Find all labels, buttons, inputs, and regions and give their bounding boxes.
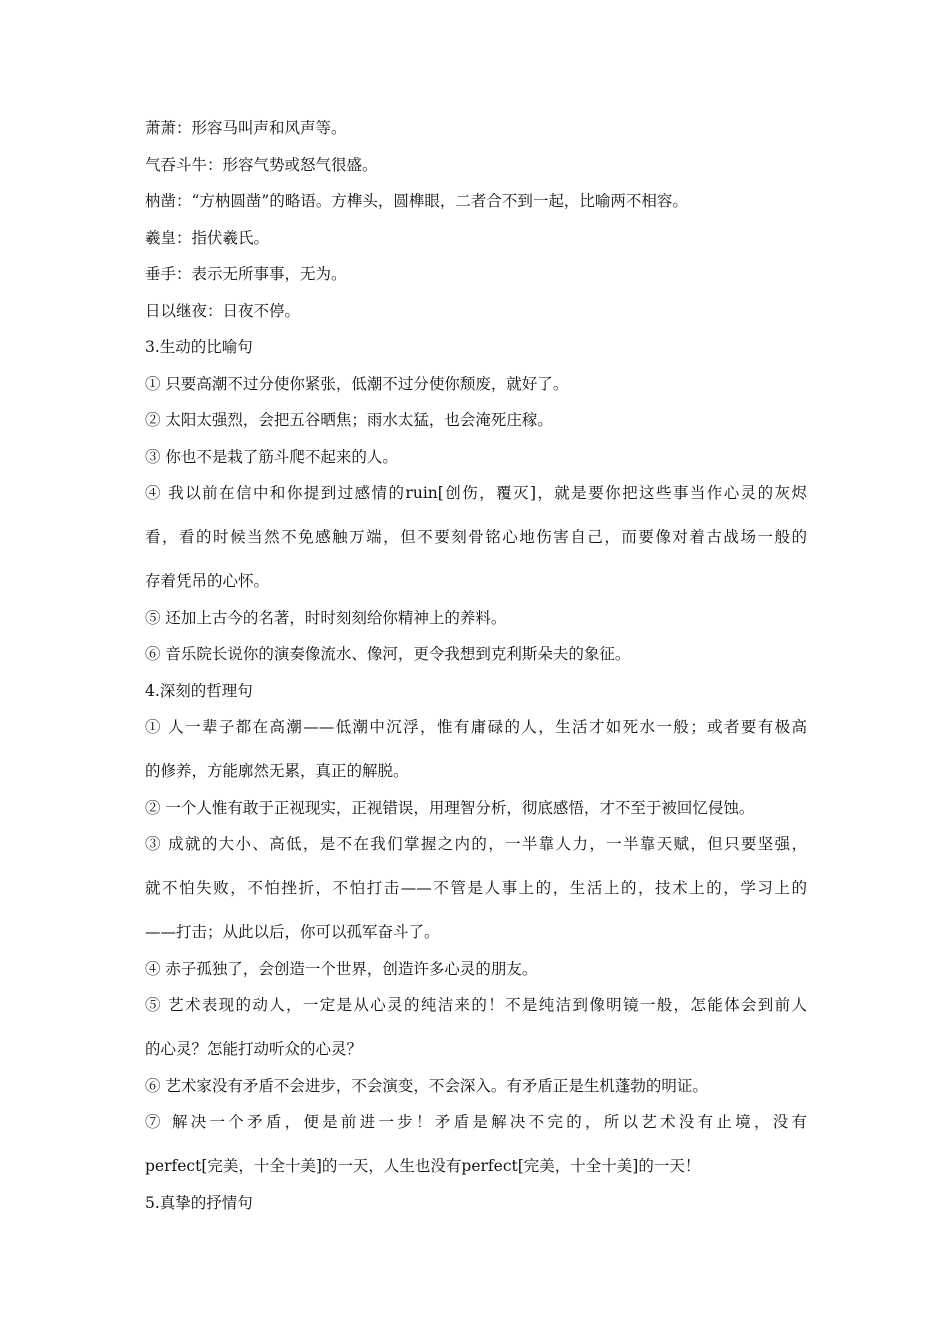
philosophy-item-5-end: 的心灵？怎能打动听众的心灵？ (145, 1040, 363, 1058)
philosophy-item-3-end: ——打击；从此以后，你可以孤军奋斗了。 (145, 923, 440, 941)
definition-riyijiye: 日以继夜：日夜不停。 (145, 301, 301, 320)
metaphor-item-1: ① 只要高潮不过分使你紧张，低潮不过分使你颓废，就好了。 (145, 374, 569, 393)
metaphor-item-5: ⑤ 还加上古今的名著，时时刻刻给你精神上的养料。 (145, 608, 507, 627)
philosophy-item-1: ① 人一辈子都在高潮——低潮中沉浮，惟有庸碌的人，生活才如死水一般；或者要有极高 (145, 718, 807, 736)
section-heading-philosophy: 4.深刻的哲理句 (145, 681, 253, 700)
definition-qitundouniu: 气吞斗牛：形容气势或怒气很盛。 (145, 155, 378, 174)
philosophy-item-7: ⑦ 解决一个矛盾，便是前进一步！矛盾是解决不完的，所以艺术没有止境，没有 (145, 1113, 807, 1131)
philosophy-item-6: ⑥ 艺术家没有矛盾不会进步，不会演变，不会深入。有矛盾正是生机蓬勃的明证。 (145, 1076, 708, 1095)
metaphor-item-4-continued: 看，看的时候当然不免感触万端，但不要刻骨铭心地伤害自己，而要像对着古战场一般的 (145, 528, 807, 546)
document-body (145, 116, 807, 1227)
philosophy-item-7-end: perfect[完美，十全十美]的一天，人生也没有perfect[完美，十全十美]的一天！ (145, 1157, 701, 1175)
philosophy-item-3: ③ 成就的大小、高低，是不在我们掌握之内的，一半靠人力，一半靠天赋，但只要坚强， (145, 835, 807, 853)
definition-xihuang: 羲皇：指伏羲氏。 (145, 228, 270, 247)
section-heading-metaphor: 3.生动的比喻句 (145, 338, 253, 356)
philosophy-item-4: ④ 赤子孤独了，会创造一个世界，创造许多心灵的朋友。 (145, 959, 538, 978)
metaphor-item-2: ② 太阳太强烈，会把五谷晒焦；雨水太猛，也会淹死庄稼。 (145, 411, 553, 429)
definition-chuishou: 垂手：表示无所事事，无为。 (145, 265, 347, 283)
metaphor-item-3: ③ 你也不是栽了筋斗爬不起来的人。 (145, 447, 398, 466)
definition-xiaoxiao: 萧萧：形容马叫声和风声等。 (145, 119, 347, 137)
metaphor-item-4: ④ 我以前在信中和你提到过感情的ruin[创伤，覆灭]，就是要你把这些事当作心灵的灰烬 (145, 484, 807, 502)
philosophy-item-2: ② 一个人惟有敢于正视现实，正视错误，用理智分析，彻底感悟，才不至于被回忆侵蚀。 (145, 798, 755, 817)
philosophy-item-3-continued: 就不怕失败，不怕挫折，不怕打击——不管是人事上的，生活上的，技术上的，学习上的 (145, 879, 807, 897)
definition-ruizao: 枘凿：“方枘圆凿”的略语。方榫头，圆榫眼，二者合不到一起，比喻两不相容。 (145, 192, 688, 210)
philosophy-item-1-end: 的修养，方能廓然无累，真正的解脱。 (145, 762, 409, 780)
metaphor-item-6: ⑥ 音乐院长说你的演奏像流水、像河，更令我想到克利斯朵夫的象征。 (145, 645, 631, 663)
philosophy-item-5: ⑤ 艺术表现的动人，一定是从心灵的纯洁来的！不是纯洁到像明镜一般，怎能体会到前人 (145, 996, 807, 1014)
metaphor-item-4-end: 存着凭吊的心怀。 (145, 572, 270, 590)
section-heading-lyrical: 5.真挚的抒情句 (145, 1193, 253, 1212)
